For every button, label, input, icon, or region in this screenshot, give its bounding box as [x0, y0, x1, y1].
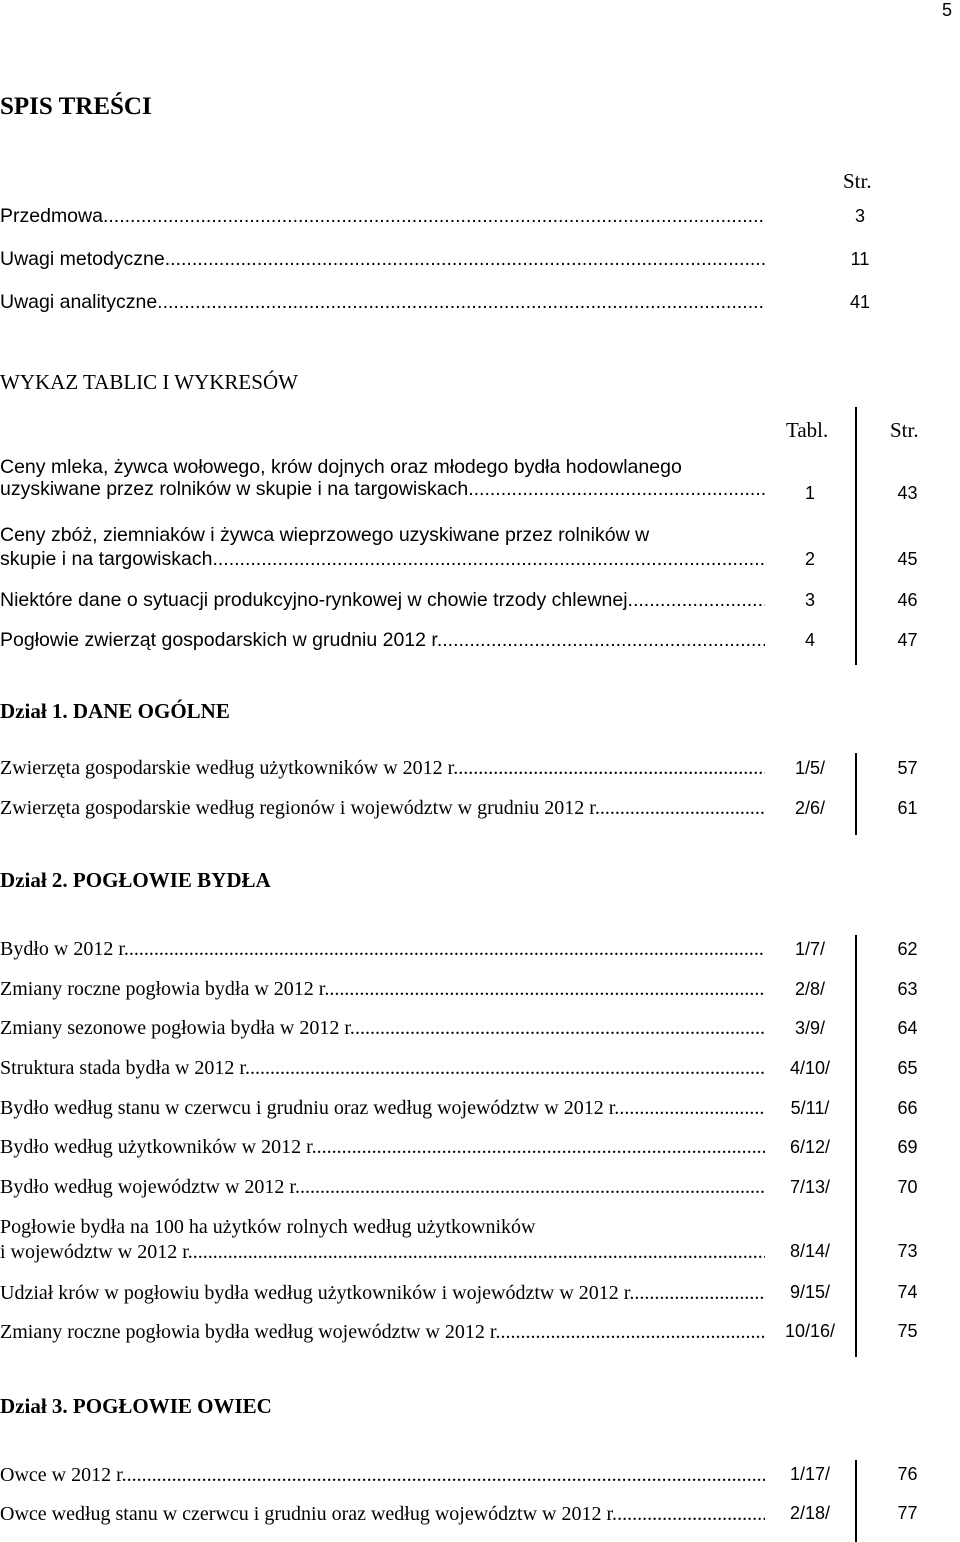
- toc-entry-tabl: 2/6/: [794, 798, 826, 818]
- toc-entry-summary-4[interactable]: [0, 628, 765, 652]
- toc-entry-d1-1[interactable]: [0, 756, 765, 780]
- col-tabl-header: Tabl.: [786, 418, 829, 442]
- toc-entry-label-line: Ceny mleka, żywca wołowego, krów dojnych oraz młodego bydła hodowlanego: [0, 456, 682, 478]
- toc-entry-d2-1[interactable]: [0, 937, 765, 961]
- toc-entry-d3-1[interactable]: [0, 1463, 765, 1487]
- toc-entry-uwagi-metodyczne[interactable]: [0, 247, 765, 271]
- section-name: DANE OGÓLNE: [72, 699, 230, 723]
- toc-entry-page: 46: [897, 590, 918, 610]
- toc-entry-d1-2[interactable]: [0, 796, 765, 820]
- column-divider: [855, 1460, 857, 1542]
- toc-entry-page: 47: [897, 630, 918, 650]
- toc-entry-page: 73: [897, 1241, 918, 1261]
- toc-entry-page: 74: [897, 1282, 918, 1302]
- toc-entry-page: 70: [897, 1177, 918, 1197]
- toc-entry-label: Zwierzęta gospodarskie według regionów i województw w grudniu 2012 r.: [0, 797, 600, 819]
- toc-entry-tabl: 1/5/: [794, 758, 826, 778]
- front-matter-page-header: Str.: [843, 169, 872, 193]
- toc-entry-label: Pogłowie zwierząt gospodarskich w grudniu 2012 r.: [0, 629, 443, 651]
- toc-entry-page: 45: [897, 549, 918, 569]
- toc-entry-d2-9[interactable]: [0, 1281, 765, 1305]
- toc-entry-label: i województw w 2012 r.: [0, 1241, 193, 1263]
- toc-entry-tabl: 2: [804, 549, 815, 569]
- toc-entry-label: Zmiany roczne pogłowia bydła według województw w 2012 r.: [0, 1321, 501, 1343]
- page-title: SPIS TREŚCI: [0, 93, 152, 120]
- page-number: 5: [941, 0, 952, 20]
- toc-entry-page: 61: [897, 798, 918, 818]
- column-divider: [855, 407, 857, 665]
- toc-entry-label: Zmiany sezonowe pogłowia bydła w 2012 r.: [0, 1017, 355, 1039]
- toc-entry-label: Bydło według użytkowników w 2012 r.: [0, 1136, 317, 1158]
- toc-entry-tabl: 6/12/: [789, 1137, 831, 1157]
- toc-entry-label: Uwagi metodyczne: [0, 248, 165, 270]
- section-name: POGŁOWIE OWIEC: [72, 1394, 272, 1418]
- toc-entry-page: 41: [849, 292, 871, 312]
- toc-entry-tabl: 4: [804, 630, 815, 650]
- toc-entry-d2-6[interactable]: [0, 1135, 765, 1159]
- toc-entry-przedmowa[interactable]: [0, 204, 765, 228]
- toc-entry-label: Uwagi analityczne: [0, 291, 158, 313]
- section-prefix: Dział 1.: [0, 699, 68, 723]
- column-divider: [855, 935, 857, 1357]
- toc-entry-summary-1[interactable]: [0, 456, 765, 500]
- toc-entry-label: skupie i na targowiskach: [0, 548, 213, 570]
- toc-entry-label: Bydło według stanu w czerwcu i grudniu oraz według województw w 2012 r.: [0, 1097, 620, 1119]
- toc-entry-tabl: 1/17/: [789, 1464, 831, 1484]
- toc-entry-tabl: 3: [804, 590, 815, 610]
- toc-entry-label: Bydło według województw w 2012 r.: [0, 1176, 300, 1198]
- section-heading-dzial-3: [0, 1393, 272, 1419]
- toc-entry-label: Bydło w 2012 r.: [0, 938, 129, 960]
- toc-entry-label: uzyskiwane przez rolników w skupie i na targowiskach: [0, 478, 469, 500]
- toc-entry-tabl: 1/7/: [794, 939, 826, 959]
- toc-entry-label: Przedmowa: [0, 205, 103, 227]
- section-name: POGŁOWIE BYDŁA: [72, 868, 271, 892]
- toc-entry-summary-3[interactable]: [0, 588, 765, 612]
- toc-entry-page: 63: [897, 979, 918, 999]
- toc-entry-d2-2[interactable]: [0, 977, 765, 1001]
- toc-entry-page: 66: [897, 1098, 918, 1118]
- section-prefix: Dział 2.: [0, 868, 68, 892]
- toc-entry-tabl: 5/11/: [790, 1098, 830, 1118]
- toc-entry-page: 64: [897, 1018, 918, 1038]
- toc-entry-tabl: 1: [804, 483, 815, 503]
- toc-entry-tabl: 2/8/: [794, 979, 826, 999]
- toc-entry-page: 77: [897, 1503, 918, 1523]
- toc-entry-page: 62: [897, 939, 918, 959]
- toc-entry-label-line: Pogłowie bydła na 100 ha użytków rolnych według użytkowników: [0, 1216, 536, 1238]
- toc-entry-label-line: Ceny zbóż, ziemniaków i żywca wieprzowego uzyskiwane przez rolników w: [0, 524, 650, 546]
- toc-entry-page: 11: [850, 249, 870, 269]
- toc-entry-d2-7[interactable]: [0, 1175, 765, 1199]
- toc-entry-label: Niektóre dane o sytuacji produkcyjno-rynkowej w chowie trzody chlewnej: [0, 589, 628, 611]
- toc-entry-page: 57: [897, 758, 918, 778]
- toc-entry-page: 3: [854, 206, 865, 226]
- toc-entry-page: 43: [897, 483, 918, 503]
- toc-entry-d2-10[interactable]: [0, 1320, 765, 1344]
- toc-entry-tabl: 3/9/: [794, 1018, 826, 1038]
- toc-entry-uwagi-analityczne[interactable]: [0, 290, 765, 314]
- toc-entry-label: Zmiany roczne pogłowia bydła w 2012 r.: [0, 978, 330, 1000]
- toc-entry-d2-4[interactable]: [0, 1056, 765, 1080]
- toc-entry-tabl: 7/13/: [789, 1177, 831, 1197]
- toc-entry-tabl: 2/18/: [789, 1503, 831, 1523]
- toc-entry-label: Udział krów w pogłowiu bydła według użytkowników i województw w 2012 r.: [0, 1282, 635, 1304]
- toc-entry-tabl: 10/16/: [784, 1321, 836, 1341]
- toc-entry-summary-2[interactable]: [0, 523, 765, 571]
- toc-entry-d2-8[interactable]: [0, 1215, 765, 1265]
- toc-entry-label: Owce w 2012 r.: [0, 1464, 127, 1486]
- toc-entry-label: Struktura stada bydła w 2012 r.: [0, 1057, 250, 1079]
- toc-entry-d2-5[interactable]: [0, 1096, 765, 1120]
- toc-entry-page: 69: [897, 1137, 918, 1157]
- toc-entry-d3-2[interactable]: [0, 1502, 765, 1526]
- toc-entry-label: Owce według stanu w czerwcu i grudniu oraz według województw w 2012 r.: [0, 1503, 618, 1525]
- toc-entry-label: Zwierzęta gospodarskie według użytkowników w 2012 r.: [0, 757, 459, 779]
- section-heading-dzial-2: [0, 867, 271, 893]
- column-divider: [855, 753, 857, 835]
- section-prefix: Dział 3.: [0, 1394, 68, 1418]
- toc-entry-page: 65: [897, 1058, 918, 1078]
- list-title: WYKAZ TABLIC I WYKRESÓW: [0, 370, 298, 394]
- toc-entry-tabl: 4/10/: [789, 1058, 831, 1078]
- section-heading-dzial-1: [0, 698, 230, 724]
- toc-entry-page: 76: [897, 1464, 918, 1484]
- toc-entry-tabl: 9/15/: [789, 1282, 831, 1302]
- toc-entry-page: 75: [897, 1321, 918, 1341]
- col-str-header: Str.: [890, 418, 919, 442]
- toc-entry-d2-3[interactable]: [0, 1016, 765, 1040]
- toc-entry-tabl: 8/14/: [789, 1241, 831, 1261]
